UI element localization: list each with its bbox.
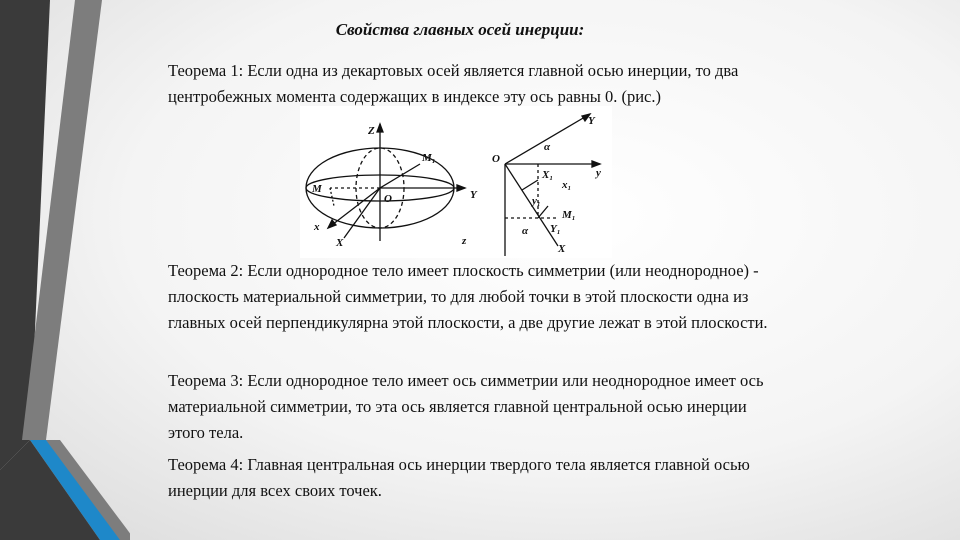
theorem-1: Теорема 1: Если одна из декартовых осей является главной осью инерции, то два центробежных момента содержащих в индексе эту ось равны 0. (рис.) [168,61,739,106]
label-m1: M₁ [422,152,436,164]
label-x-upper: X [336,237,344,249]
label-y1: Y₁ [550,223,561,235]
slide-content [160,0,950,540]
label-y-upper-right: Y [588,115,595,127]
theorem-3: Теорема 3: Если однородное тело имеет ось симметрии или неоднородное имеет ось материальной симметрии, то эта ось является главной центральной осью инерции этого тела. [168,371,764,442]
ellipsoid-diagram [306,124,465,241]
label-m1-right: M₁ [562,209,576,221]
label-x-upper-right: X [558,243,566,255]
label-x-lower: x [314,221,320,233]
theorem-2: Теорема 2: Если однородное тело имеет плоскость симметрии (или неоднородное) - плоскость материальной симметрии, то для любой точки в этой плоскости одна из главных осей перпендикулярна этой плоскости, а две другие лежат в этой плоскости. [168,261,768,332]
label-alpha-1: α [544,141,551,153]
label-m: M [312,183,322,195]
theorem-4: Теорема 4: Главная центральная ось инерции твердого тела является главной осью инерции для всех своих точек. [168,455,750,500]
label-yk: y₁ [532,195,541,207]
label-x1: X₁ [542,169,554,181]
label-o-right: O [492,153,500,165]
label-y-upper: Y [470,189,477,201]
decorative-stripes [0,0,130,540]
slide-title: Свойства главных осей инерции: [335,20,585,39]
inertia-axes-figure [300,106,612,258]
label-xk: x₁ [562,179,572,191]
label-y-right: y [596,167,601,179]
label-o: O [384,193,392,205]
label-z-lower: z [462,235,467,247]
label-alpha-2: α [522,225,529,237]
label-z-upper: Z [368,125,375,137]
